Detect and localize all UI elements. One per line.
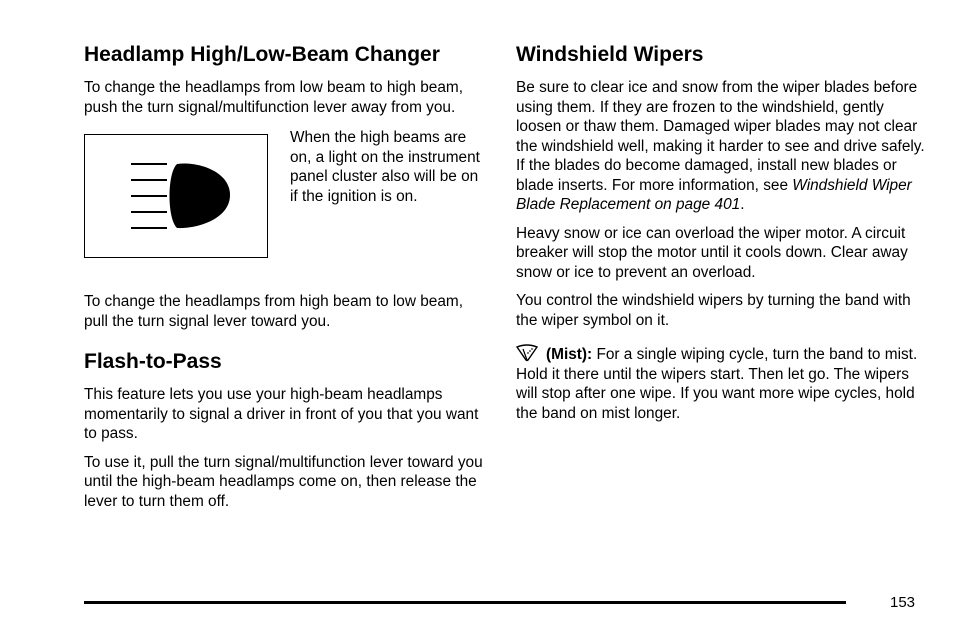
high-beam-indicator-box [84,134,268,258]
right-column [516,42,926,432]
figure-caption-text: When the high beams are on, a light on the instrument panel cluster also will be on if the ignition is on. [290,129,480,205]
headlamp-paragraph-2: To change the headlamps from high beam to low beam, pull the turn signal lever toward you. [84,293,464,330]
wipers-paragraph-1-end: . [740,196,745,213]
wipers-paragraph-2: Heavy snow or ice can overload the wiper motor. A circuit breaker will stop the motor until it cools down. Clear away snow or ice to prevent an overload. [516,224,908,281]
flash-paragraph-1: This feature lets you use your high-beam headlamps momentarily to signal a driver in front of you that you want to pass. [84,386,479,442]
mist-wiper-icon [516,344,538,362]
wipers-paragraph-3: You control the windshield wipers by turning the band with the wiper symbol on it. [516,292,911,329]
left-column [84,42,484,520]
figure-caption [290,128,482,206]
headlamp-heading: Headlamp High/Low-Beam Changer [84,43,440,66]
mist-label: (Mist): [546,346,593,363]
footer-rule [84,601,846,604]
wipers-paragraph-1-text: Be sure to clear ice and snow from the wiper blades before using them. If they are frozen to the windshield, gently loosen or thaw them. Damaged wiper blades may not clear the windshield well, making it harder to see and drive safely. If the blades do become damaged, install new blades or blade inserts. For more information, see [516,79,925,194]
flash-paragraph-2: To use it, pull the turn signal/multifunction lever toward you until the high-beam headlamps come on, then release the lever to turn them off. [84,453,483,510]
wipers-paragraph-1 [516,78,926,215]
headlamp-paragraph-1: To change the headlamps from low beam to high beam, push the turn signal/multifunction lever away from you. [84,79,464,116]
mist-paragraph [516,344,926,423]
flash-heading: Flash-to-Pass [84,350,222,373]
wipers-heading: Windshield Wipers [516,43,704,66]
high-beam-icon [127,161,233,233]
wiper-blade-reference: Windshield Wiper Blade Replacement on page 401 [516,176,912,213]
mist-text: For a single wiping cycle, turn the band to mist. Hold it there until the wipers start. Then let go. The wipers will stop after one wipe. If you want more wipe cycles, hold the band on mist longer. [516,346,918,422]
page-number: 153 [890,594,916,611]
high-beam-figure [84,129,484,258]
flash-to-pass-section [84,349,484,511]
